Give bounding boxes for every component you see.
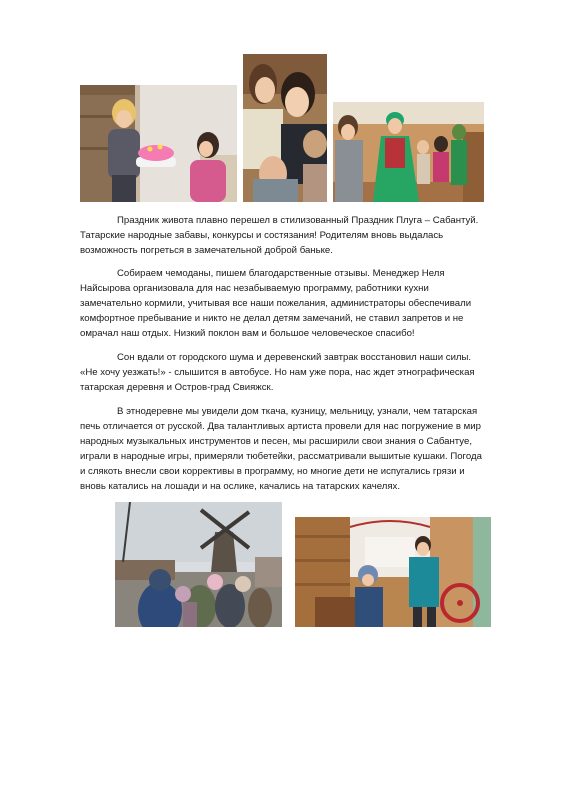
paragraph-1-text: Праздник живота плавно перешел в стилизованный Праздник Плуга – Сабантуй. Татарские народные забавы, конкурсы и состязания! Родителям вновь выдалась возможность погреться в замечательной доброй баньке. bbox=[80, 215, 479, 256]
photo-girls bbox=[243, 54, 327, 202]
paragraph-4-text: В этнодеревне мы увидели дом ткача, кузницу, мельницу, узнали, чем татарская печь отличается от русской. Два талантливых артиста провели для нас погружение в мир народных музыкальных инструментов и песен, мы расширили свои знания о Сабантуе, играли в народные игры, примеряли тюбетейки, рассматривали вышитые кушаки. Погода и слякоть внесли свои коррективы в программу, но многие дети не испугались грязи и вновь катались на лошади и на ослике, качались на татарских качелях. bbox=[80, 406, 482, 492]
paragraph-4 bbox=[80, 404, 486, 494]
photo-folk-dance bbox=[333, 102, 484, 202]
paragraph-3-text: Сон вдали от городского шума и деревенский завтрак восстановил наши силы. «Не хочу уезжать!» - слышится в автобусе. Но нам уже пора, нас ждет этнографическая татарская деревня и Остров-град Свияжск. bbox=[80, 352, 475, 393]
photo-birthday-cake bbox=[80, 85, 237, 202]
paragraph-2 bbox=[80, 266, 486, 341]
paragraph-3 bbox=[80, 350, 486, 395]
photo-weaver-house bbox=[295, 517, 491, 627]
photo-windmill bbox=[115, 502, 282, 627]
paragraph-1 bbox=[80, 213, 486, 258]
paragraph-2-text: Собираем чемоданы, пишем благодарственные отзывы. Менеджер Неля Найсырова организовала для нас незабываемую программу, работники кухни замечательно кормили, учитывая все наши пожелания, администраторы обеспечивали комфортное пребывание и никто не делал детям замечаний, не ставил запретов и не омрачал наш отдых. Низкий поклон вам и большое человеческое спасибо! bbox=[80, 268, 472, 339]
